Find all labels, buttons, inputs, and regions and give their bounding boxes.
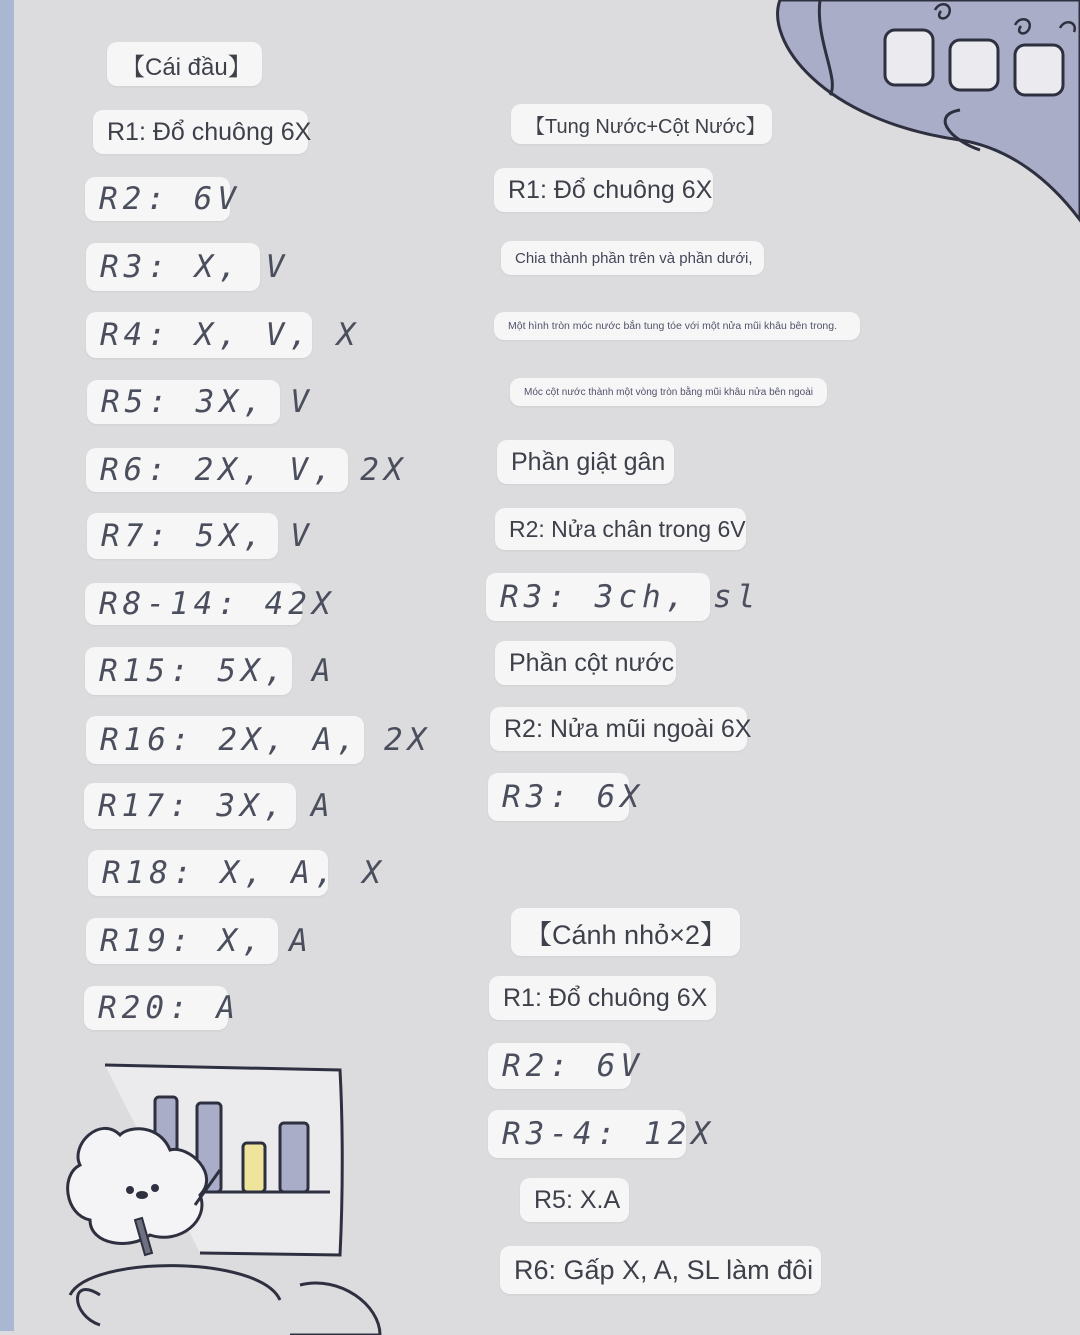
head-row-14: R20: A [84,986,228,1030]
head-row-10: R16: 2X, A, 2X [86,716,364,764]
column-section-title: Phần cột nước [495,641,676,685]
left-accent-bar [0,0,14,1331]
head-row-7: R7: 5X, V [87,513,278,559]
wing-row-6: R6: Gấp X, A, SL làm đôi [500,1246,821,1294]
water-note-3: Móc cột nước thành một vòng tròn bằng mũi khâu nửa bên ngoài [510,378,827,406]
water-note-2: Một hình tròn móc nước bắn tung tóe với một nửa mũi khâu bên trong. [494,312,860,340]
wing-section-title: 【Cánh nhỏ×2】 [511,908,740,956]
column-row-3: R3: 6X [488,773,629,821]
head-row-8: R8-14: 42X [85,583,302,625]
whale-illustration [760,0,1080,230]
head-row-13: R19: X, A [86,918,278,964]
water-note-1: Chia thành phần trên và phần dưới, [501,241,764,275]
column-row-2: R2: Nửa mũi ngoài 6X [490,707,747,751]
head-row-12: R18: X, A, X [88,850,328,896]
head-section-title: 【Cái đầu】 [107,42,262,86]
wing-row-1: R1: Đổ chuông 6X [489,976,716,1020]
head-row-4: R4: X, V, X [86,312,312,358]
head-row-2: R2: 6V [85,177,230,221]
wing-row-2: R2: 6V [488,1043,631,1089]
water-section-title: 【Tung Nước+Cột Nước】 [511,104,772,144]
head-row-6: R6: 2X, V, 2X [86,448,348,492]
wing-row-5: R5: X.A [520,1178,629,1222]
splash-section-title: Phần giật gân [497,440,674,484]
splash-row-3: R3: 3ch, sl [486,573,710,621]
wing-row-3: R3-4: 12X [488,1110,686,1158]
head-row-5: R5: 3X, V [87,380,280,424]
head-row-11: R17: 3X, A [84,783,296,829]
head-row-3: R3: X, V [86,243,260,291]
bear-presenting-chart-illustration [60,1055,390,1335]
head-row-1: R1: Đổ chuông 6X [93,110,308,154]
splash-row-2: R2: Nửa chân trong 6V [495,508,746,550]
water-row-1: R1: Đổ chuông 6X [494,168,713,212]
head-row-9: R15: 5X, A [85,647,292,695]
